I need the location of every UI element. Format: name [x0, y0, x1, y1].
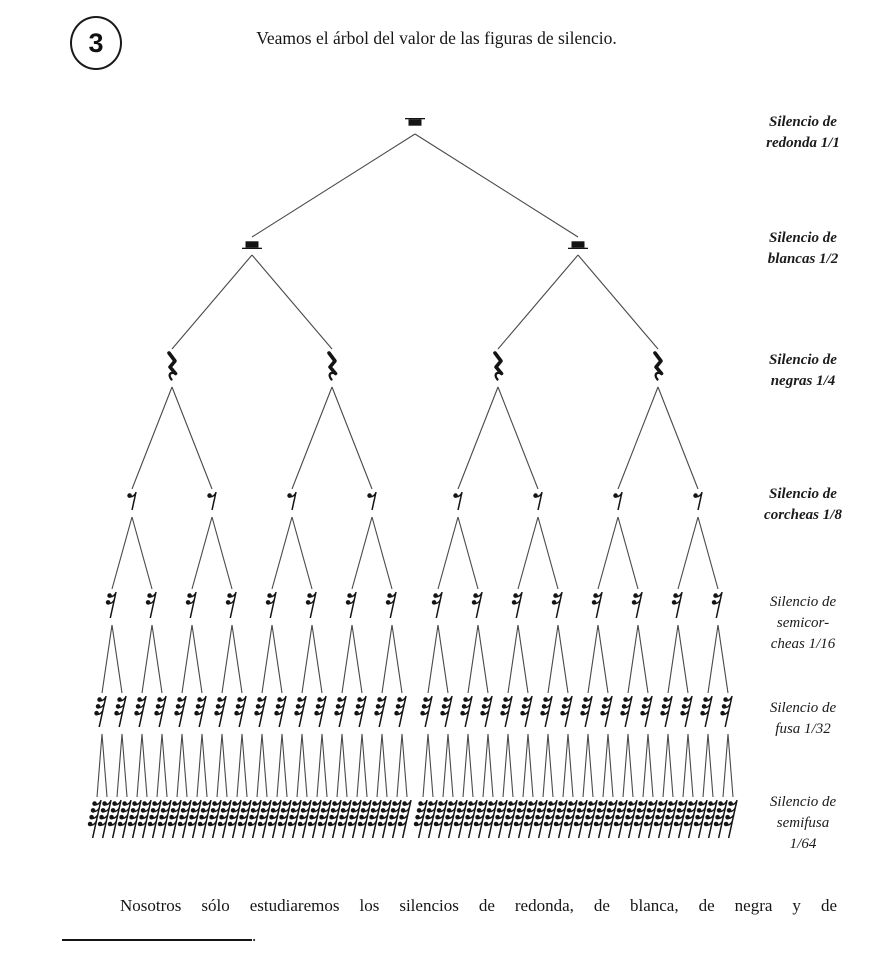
eighth-rest-icon [533, 492, 542, 510]
fill-in-blank-line [62, 925, 837, 946]
level-label-whole-rest [736, 112, 870, 154]
thirty-second-rest-icon [334, 696, 346, 727]
rest-row-half [242, 241, 588, 249]
eighth-rest-icon [613, 492, 622, 510]
thirty-second-rest-icon [680, 696, 692, 727]
level-label-half-rest [736, 228, 870, 270]
thirty-second-rest-icon [660, 696, 672, 727]
tree-connectors [97, 134, 733, 797]
thirty-second-rest-icon [194, 696, 206, 727]
sixteenth-rest-icon [346, 592, 356, 618]
thirty-second-rest-icon [314, 696, 326, 727]
rest-row-sixty-fourth [88, 800, 737, 838]
sixteenth-rest-icon [512, 592, 522, 618]
thirty-second-rest-icon [640, 696, 652, 727]
eighth-rest-icon [287, 492, 296, 510]
thirty-second-rest-icon [134, 696, 146, 727]
thirty-second-rest-icon [540, 696, 552, 727]
quarter-rest-icon [329, 353, 336, 380]
thirty-second-rest-icon [460, 696, 472, 727]
page-title: Veamos el árbol del valor de las figuras de silencio. [256, 28, 617, 48]
eighth-rest-icon [693, 492, 702, 510]
thirty-second-rest-icon [420, 696, 432, 727]
rest-row-quarter [169, 353, 662, 380]
rest-row-thirty-second [94, 696, 732, 727]
level-label-line: cheas 1/16 [770, 636, 836, 652]
sixteenth-rest-icon [266, 592, 276, 618]
thirty-second-rest-icon [620, 696, 632, 727]
thirty-second-rest-icon [700, 696, 712, 727]
eighth-rest-icon [453, 492, 462, 510]
blank-underline [62, 925, 252, 941]
blank-period: . [252, 926, 257, 945]
level-label-line: Silencio de [769, 594, 837, 610]
half-rest-icon [568, 241, 588, 249]
thirty-second-rest-icon [294, 696, 306, 727]
thirty-second-rest-icon [274, 696, 286, 727]
thirty-second-rest-icon [254, 696, 266, 727]
level-label-quarter-rest [736, 350, 870, 392]
rest-row-whole [405, 118, 425, 126]
level-label-line: Silencio de [769, 794, 837, 810]
level-label-line: negras 1/4 [770, 373, 836, 389]
rest-row-sixteenth [106, 592, 722, 618]
level-label-sixty-fourth-rest [736, 792, 870, 855]
thirty-second-rest-icon [214, 696, 226, 727]
thirty-second-rest-icon [234, 696, 246, 727]
sixteenth-rest-icon [226, 592, 236, 618]
thirty-second-rest-icon [354, 696, 366, 727]
level-label-eighth-rest [736, 484, 870, 526]
thirty-second-rest-icon [174, 696, 186, 727]
quarter-rest-icon [169, 353, 176, 380]
thirty-second-rest-icon [94, 696, 106, 727]
level-label-line: 1/64 [789, 836, 817, 852]
level-label-thirty-second-rest [736, 698, 870, 740]
thirty-second-rest-icon [374, 696, 386, 727]
thirty-second-rest-icon [720, 696, 732, 727]
level-label-line: semifusa [776, 815, 830, 831]
sixteenth-rest-icon [146, 592, 156, 618]
sixteenth-rest-icon [712, 592, 722, 618]
level-label-sixteenth-rest [736, 592, 870, 655]
sixteenth-rest-icon [552, 592, 562, 618]
thirty-second-rest-icon [154, 696, 166, 727]
eighth-rest-icon [127, 492, 136, 510]
sixteenth-rest-icon [592, 592, 602, 618]
thirty-second-rest-icon [560, 696, 572, 727]
thirty-second-rest-icon [520, 696, 532, 727]
level-label-line: Silencio de [769, 230, 837, 246]
closing-paragraph [62, 896, 837, 946]
level-label-line: fusa 1/32 [775, 721, 831, 737]
sixty-fourth-rest-icon [414, 800, 427, 838]
sixteenth-rest-icon [432, 592, 442, 618]
thirty-second-rest-icon [500, 696, 512, 727]
level-label-line: blancas 1/2 [767, 251, 839, 267]
sixteenth-rest-icon [672, 592, 682, 618]
sixteenth-rest-icon [106, 592, 116, 618]
level-label-line: corcheas 1/8 [764, 507, 842, 523]
thirty-second-rest-icon [440, 696, 452, 727]
quarter-rest-icon [655, 353, 662, 380]
sixteenth-rest-icon [186, 592, 196, 618]
level-label-line: Silencio de [769, 114, 837, 130]
level-label-line: Silencio de [769, 700, 837, 716]
sixteenth-rest-icon [472, 592, 482, 618]
eighth-rest-icon [207, 492, 216, 510]
thirty-second-rest-icon [580, 696, 592, 727]
level-label-line: semicor- [776, 615, 830, 631]
whole-rest-icon [405, 118, 425, 126]
sixteenth-rest-icon [386, 592, 396, 618]
sixty-fourth-rest-icon [88, 800, 101, 838]
thirty-second-rest-icon [600, 696, 612, 727]
sixteenth-rest-icon [306, 592, 316, 618]
closing-sentence: Nosotros sólo estudiaremos los silencios de redonda, de blanca, de negra y de [120, 896, 837, 915]
thirty-second-rest-icon [114, 696, 126, 727]
section-number: 3 [88, 27, 104, 58]
thirty-second-rest-icon [480, 696, 492, 727]
thirty-second-rest-icon [394, 696, 406, 727]
level-label-line: Silencio de [769, 352, 837, 368]
quarter-rest-icon [495, 353, 502, 380]
rest-row-eighth [127, 492, 702, 510]
level-label-line: Silencio de [769, 486, 837, 502]
half-rest-icon [242, 241, 262, 249]
sixteenth-rest-icon [632, 592, 642, 618]
eighth-rest-icon [367, 492, 376, 510]
level-label-line: redonda 1/1 [766, 135, 840, 151]
